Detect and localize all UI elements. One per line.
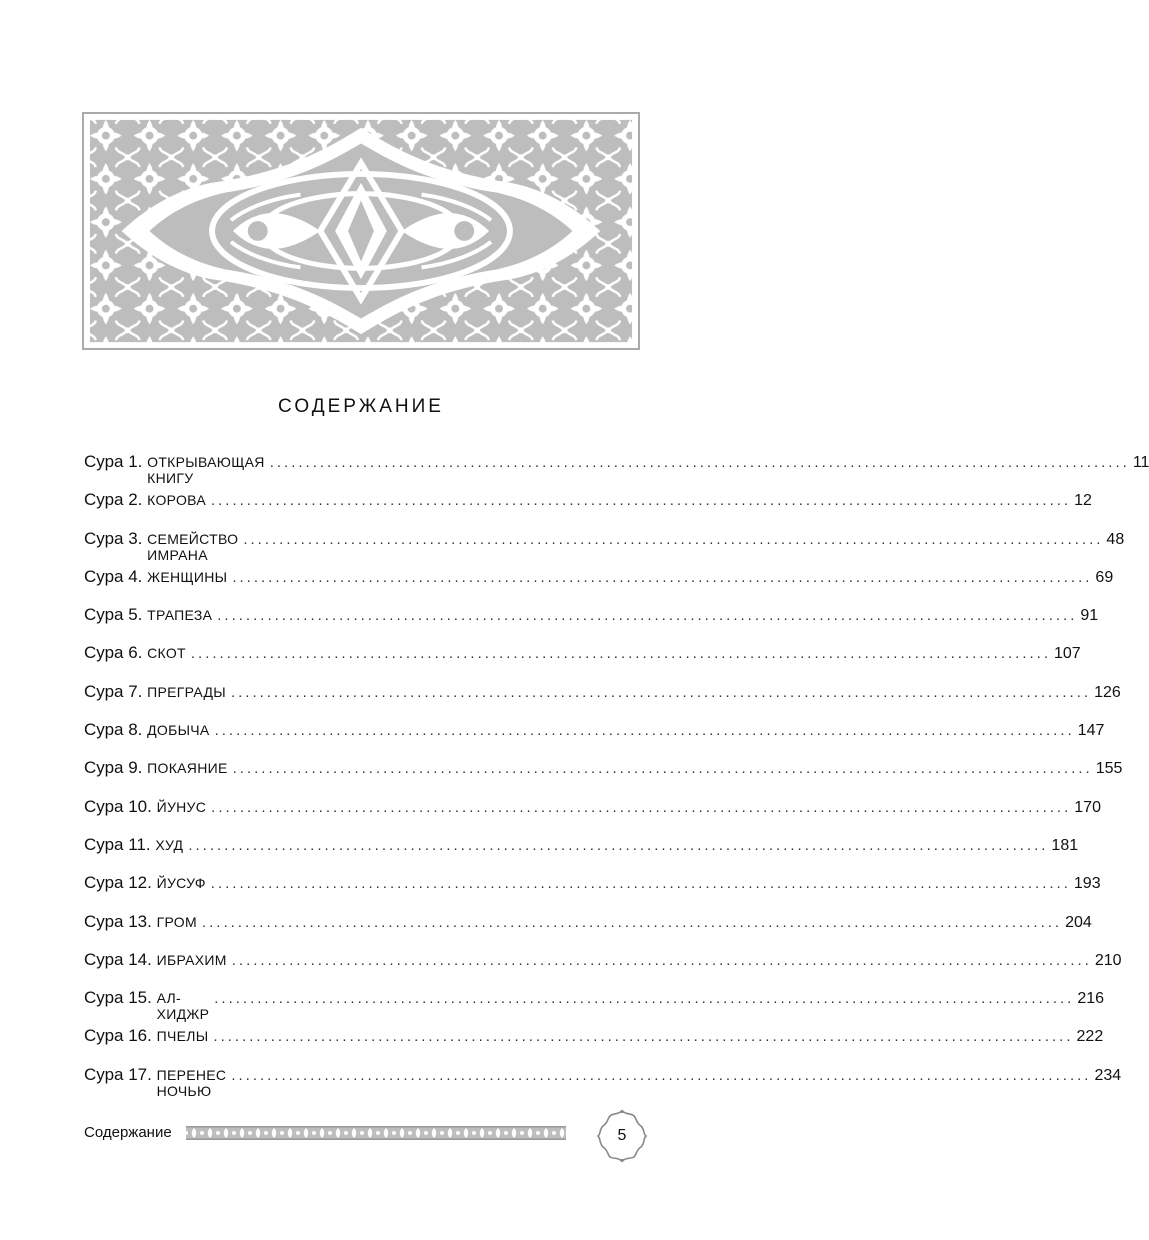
toc-entry-label: Сура 7. xyxy=(84,681,143,701)
arabesque-floral-ornament-icon xyxy=(84,114,638,348)
toc-entry-label: Сура 15. xyxy=(84,988,152,1008)
toc-entry-page: 222 xyxy=(1076,1028,1104,1046)
toc-entry-name: ЖЕНЩИНЫ xyxy=(147,568,228,585)
toc-entry xyxy=(84,1064,1122,1103)
toc-entry-label: Сура 17. xyxy=(84,1064,152,1084)
toc-entry xyxy=(84,873,1101,911)
toc-entry-leader-dots: ........................................................................................................................ xyxy=(243,530,1104,548)
toc-entry-leader-dots: ........................................................................................................................ xyxy=(188,836,1049,854)
toc-entry-leader-dots: ........................................................................................................................ xyxy=(231,1066,1092,1084)
toc-entry-label: Сура 1. xyxy=(84,452,143,471)
toc-entry xyxy=(84,796,1101,835)
toc-entry-label: Сура 14. xyxy=(84,949,152,969)
toc-entry-page: 234 xyxy=(1094,1066,1122,1084)
page-number: 5 xyxy=(617,1127,627,1144)
toc-entry xyxy=(84,1026,1104,1064)
toc-entry-page: 181 xyxy=(1051,836,1079,854)
toc-entry-page: 155 xyxy=(1095,760,1123,778)
toc-entry-name: ДОБЫЧА xyxy=(147,722,210,739)
toc-entry-page: 126 xyxy=(1094,683,1121,701)
toc-entry-leader-dots: ........................................................................................................................ xyxy=(231,951,1092,969)
toc-entry-page: 210 xyxy=(1094,951,1122,969)
toc-entry-leader-dots: ........................................................................................................................ xyxy=(232,568,1093,586)
toc-entry-leader-dots: ........................................................................................................................ xyxy=(213,1028,1074,1046)
toc-entry-leader-dots: ........................................................................................................................ xyxy=(230,683,1092,701)
toc-entry-label: Сура 2. xyxy=(84,490,143,510)
toc-entry-page: 69 xyxy=(1095,568,1114,586)
toc-entry-label: Сура 4. xyxy=(84,566,143,586)
toc-entry-label: Сура 13. xyxy=(84,911,152,931)
toc-entry-label: Сура 5. xyxy=(84,605,143,625)
page-number-badge xyxy=(594,1108,650,1164)
toc-entry-name: СКОТ xyxy=(147,645,186,662)
toc-entry-leader-dots: ........................................................................................................................ xyxy=(232,760,1093,778)
toc-title: СОДЕРЖАНИЕ xyxy=(278,396,444,417)
toc-entry-name: ОТКРЫВАЮЩАЯ КНИГУ xyxy=(147,454,265,486)
toc-entry-label: Сура 11. xyxy=(84,834,151,854)
toc-entry xyxy=(84,605,1099,643)
toc-entry-name: ХУД xyxy=(155,836,184,853)
toc-entry-leader-dots: ........................................................................................................................ xyxy=(201,913,1063,931)
toc-entry xyxy=(84,490,1092,528)
toc-entry-name: ПЧЕЛЫ xyxy=(156,1028,209,1045)
toc-entry xyxy=(84,949,1122,988)
toc-entry-name: ТРАПЕЗА xyxy=(147,607,213,624)
toc-entry-name: ЙУСУФ xyxy=(156,875,206,892)
toc-entry-name: ЙУНУС xyxy=(156,798,207,815)
toc-entry-page: 11 xyxy=(1132,454,1149,471)
toc-entry-name: ПРЕГРАДЫ xyxy=(147,683,226,700)
toc-entry-page: 193 xyxy=(1073,875,1101,893)
toc-entry-page: 147 xyxy=(1077,722,1105,740)
footer-section-label: Содержание xyxy=(84,1124,172,1141)
toc-entry-name: ПЕРЕНЕС НОЧЬЮ xyxy=(156,1066,227,1099)
toc-entry-leader-dots: ........................................................................................................................ xyxy=(269,454,1130,471)
toc-entry-name: ИБРАХИМ xyxy=(156,951,227,968)
toc-entry xyxy=(84,911,1092,950)
toc-entry xyxy=(84,681,1121,720)
toc-entry xyxy=(84,528,1125,567)
toc-entry xyxy=(84,643,1081,681)
toc-entry-page: 91 xyxy=(1080,607,1099,625)
toc-entry-leader-dots: ........................................................................................................................ xyxy=(217,607,1078,625)
ornamental-border-icon xyxy=(186,1126,566,1140)
toc-entry-label: Сура 16. xyxy=(84,1026,152,1046)
toc-list xyxy=(84,452,1149,1103)
toc-entry-page: 216 xyxy=(1077,990,1105,1008)
toc-entry xyxy=(84,452,1149,490)
toc-entry-page: 204 xyxy=(1065,913,1092,931)
toc-entry-label: Сура 6. xyxy=(84,643,143,663)
toc-entry-name: СЕМЕЙСТВО ИМРАНА xyxy=(147,530,239,563)
toc-entry-label: Сура 8. xyxy=(84,720,143,740)
header-ornament-icon xyxy=(82,112,640,350)
toc-entry-page: 107 xyxy=(1054,645,1081,663)
toc-entry-name: ГРОМ xyxy=(156,913,197,930)
toc-entry xyxy=(84,758,1123,796)
toc-entry-leader-dots: ........................................................................................................................ xyxy=(210,492,1072,510)
toc-entry xyxy=(84,566,1114,605)
toc-entry-label: Сура 3. xyxy=(84,528,143,548)
toc-entry-name: КОРОВА xyxy=(147,492,206,509)
toc-entry-page: 12 xyxy=(1074,492,1092,510)
toc-entry-name: АЛ-ХИДЖР xyxy=(156,990,210,1023)
toc-entry-leader-dots: ........................................................................................................................ xyxy=(190,645,1051,663)
toc-entry xyxy=(84,988,1105,1026)
toc-entry-page: 170 xyxy=(1074,798,1101,816)
toc-entry-leader-dots: ........................................................................................................................ xyxy=(214,990,1075,1008)
toc-entry-leader-dots: ........................................................................................................................ xyxy=(211,798,1072,816)
toc-entry xyxy=(84,720,1105,758)
toc-entry-label: Сура 10. xyxy=(84,796,152,816)
toc-entry-page: 48 xyxy=(1106,530,1125,548)
toc-entry xyxy=(84,834,1079,873)
toc-entry-name: ПОКАЯНИЕ xyxy=(147,760,228,777)
toc-entry-leader-dots: ........................................................................................................................ xyxy=(210,875,1071,893)
toc-entry-leader-dots: ........................................................................................................................ xyxy=(214,722,1075,740)
toc-entry-label: Сура 12. xyxy=(84,873,152,893)
toc-entry-label: Сура 9. xyxy=(84,758,143,778)
